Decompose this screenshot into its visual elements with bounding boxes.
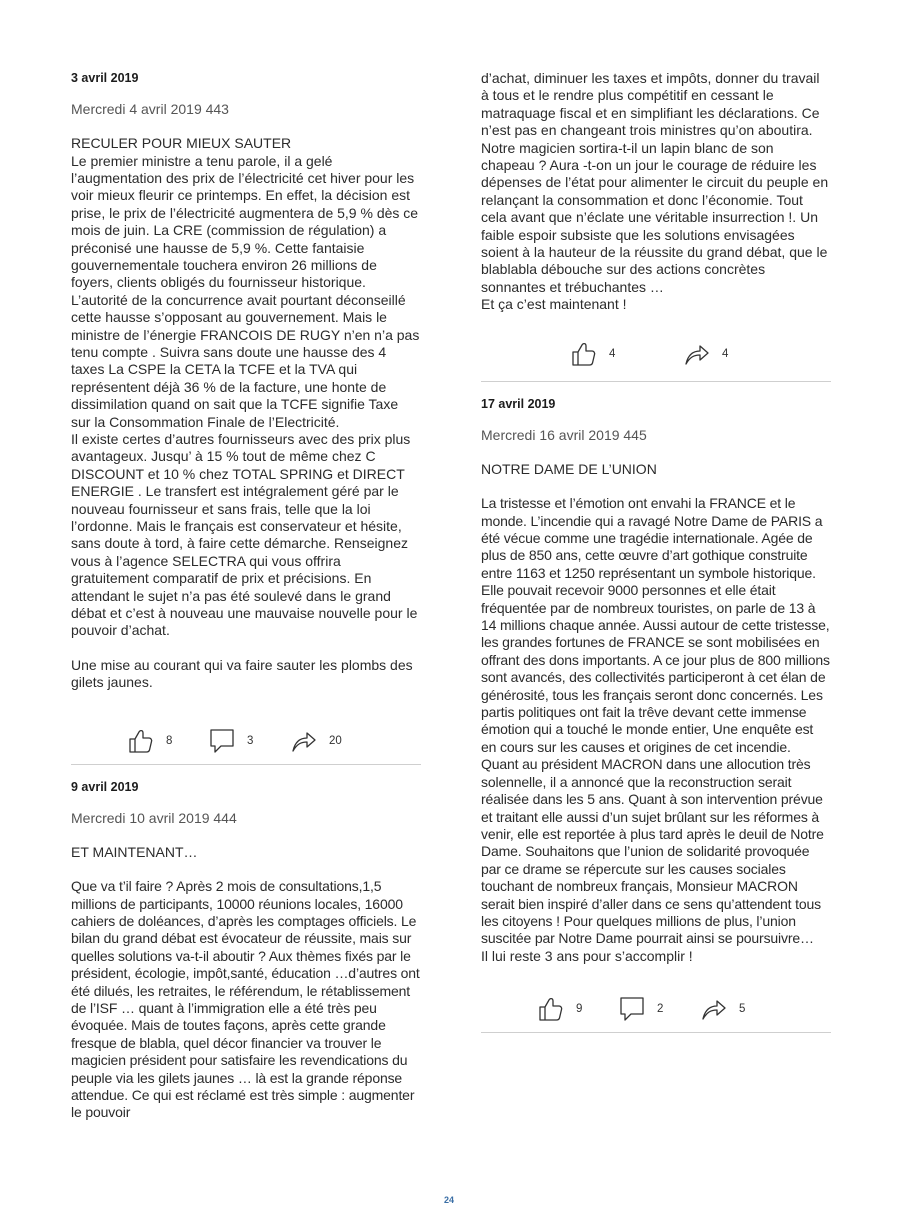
share-count: 4 <box>722 347 729 360</box>
post-title: RECULER POUR MIEUX SAUTER <box>71 135 292 151</box>
share-count: 5 <box>739 1003 746 1016</box>
like-button[interactable] <box>538 996 582 1022</box>
like-count: 9 <box>576 1003 583 1016</box>
post-subtitle: Mercredi 4 avril 2019 443 <box>71 101 229 117</box>
post-date: 17 avril 2019 <box>481 396 556 411</box>
comment-icon <box>209 728 235 754</box>
left-column <box>71 70 421 1122</box>
thumbs-up-icon <box>571 341 597 367</box>
comment-icon <box>619 996 645 1022</box>
share-count: 20 <box>329 734 342 747</box>
like-count: 8 <box>166 734 173 747</box>
post-actions <box>71 728 421 764</box>
like-button[interactable] <box>128 728 172 754</box>
divider <box>481 381 831 382</box>
comment-count: 3 <box>247 734 254 747</box>
share-button[interactable] <box>701 996 745 1022</box>
comment-count: 2 <box>657 1003 664 1016</box>
post-title: ET MAINTENANT… <box>71 843 198 860</box>
like-count: 4 <box>609 347 616 360</box>
comment-button[interactable] <box>619 996 663 1022</box>
post-title: NOTRE DAME DE L’UNION <box>481 460 657 477</box>
thumbs-up-icon <box>538 996 564 1022</box>
post-body: La tristesse et l’émotion ont envahi la FRANCE et le monde. L’incendie qui a ravagé Notre Dame de PARIS a été vécue comme une tragédie internationale. Agée de plus de 850 ans, cette œuvre d’art gothique construite entre 1163 et 1250 représentant un symbole historique. Elle pouvait recevoir 9000 personnes et elle était fréquentée par de nombreux touristes, on parle de 13 à 14 millions chaque année. Aussi autour de cette tristesse, les grandes fortunes de FRANCE se sont mobilisées en offrant des dons importants. A ce jour plus de 800 millions sont avancés, des collectivités participeront à cet élan de générosité, tous les français seront donc concernés. Les partis politiques ont fait la trêve devant cette immense émotion qui a touché le monde entier, Une enquête est en cours sur les causes et origines de cet incendie. Quant au président MACRON dans une allocution très solennelle, il a annoncé que la reconstruction serait réalisée dans les 5 ans. Quant à son intervention prévue et traitant elle aussi d’un sujet brûlant sur les réformes à venir, elle est reportée à plus tard après le deuil de Notre Dame. Souhaitons que l’union de solidarité provoquée par ce drame se répercute sur les causes sociales touchant de nombreux français, Monsieur MACRON serait bien inspiré d’aller dans ce sens qu’attendent tous les citoyens ! Pour quelques millions de plus, l’union suscitée par Notre Dame pourrait ainsi se poursuivre… <box>481 495 830 947</box>
post-closing: Une mise au courant qui va faire sauter les plombs des gilets jaunes. <box>71 656 413 691</box>
comment-button[interactable] <box>209 728 253 754</box>
post-closing: Et ça c’est maintenant ! <box>481 296 627 313</box>
share-icon <box>291 728 317 754</box>
divider <box>71 764 421 765</box>
post-body-continued: d’achat, diminuer les taxes et impôts, donner du travail à tous et le rendre plus compétitif en cessant le matraquage fiscal et en simplifiant les déclarations. Ce n’est pas en changeant trois ministres qu’on aboutira. Notre magicien sortira-t-il un lapin blanc de son chapeau ? Aura -t-on un jour le courage de réduire les dépenses de l’état pour alimenter le circuit du peuple en relançant la consommation et donc l’économie. Tout cela avant que n’éclate une véritable insurrection !. Un faible espoir subsiste que les solutions envisagées soient à la hauteur de la réussite du grand débat, que le blablabla débouche sur des actions concrètes sonnantes et trébuchantes … <box>481 70 829 295</box>
post-closing: Il lui reste 3 ans pour s’accomplir ! <box>481 947 693 964</box>
post-subtitle: Mercredi 10 avril 2019 444 <box>71 809 237 826</box>
right-column <box>481 70 831 1033</box>
divider <box>481 1032 831 1033</box>
post-actions <box>481 996 831 1032</box>
share-icon <box>684 341 710 367</box>
like-button[interactable] <box>571 341 615 367</box>
post-body: Que va t’il faire ? Après 2 mois de consultations,1,5 millions de participants, 10000 réunions locales, 16000 cahiers de doléances, d’après les comptages officiels. Le bilan du grand débat est évocateur de réussite, mais sur quelles solutions va-t-il aboutir ? Aux thèmes fixés par le président, écologie, impôt,santé, éducation …d’autres ont été dilués, les retraites, le référendum, le rétablissement de l’ISF … quant à l’immigration elle a été très peu évoquée. Mais de toutes façons, après cette grande fresque de blabla, quel décor financier va trouver le magicien président pour satisfaire les revendications du peuple via les gilets jaunes … là est la grande réponse attendue. Ce qui est réclamé est très simple : augmenter le pouvoir <box>71 878 420 1121</box>
post-actions <box>481 341 831 377</box>
page-number: 24 <box>443 1195 454 1205</box>
post-date: 9 avril 2019 <box>71 779 139 794</box>
share-button[interactable] <box>291 728 342 754</box>
post-subtitle: Mercredi 16 avril 2019 445 <box>481 426 647 443</box>
share-button[interactable] <box>684 341 728 367</box>
share-icon <box>701 996 727 1022</box>
thumbs-up-icon <box>128 728 154 754</box>
post-body: Le premier ministre a tenu parole, il a gelé l’augmentation des prix de l’électricité cet hiver pour les voir mieux fleurir ce printemps. En effet, la décision est prise, le prix de l’électricité augmentera de 5,9 % dès ce mois de juin. La CRE (commission de régulation) a préconisé une hausse de 5,9 %. Cette fantaisie gouvernementale touchera environ 26 millions de foyers, clients obligés du fournisseur historique. L’autorité de la concurrence avait pourtant déconseillé cette hausse s’opposant au gouvernement. Mais le ministre de l’énergie FRANCOIS DE RUGY n’en n’a pas tenu compte . Suivra sans doute une hausse des 4 taxes La CSPE la CETA la TCFE et la TVA qui représentent déjà 36 % de la facture, une honte de dissimilation quand on sait que la TCFE signifie Taxe sur la Consommation Finale de l’Electricité. Il existe certes d’autres fournisseurs avec des prix plus avantageux. Jusqu’ à 15 % tout de même chez C DISCOUNT et 10 % chez TOTAL SPRING et DIRECT ENERGIE . Le transfert est intégralement géré par le nouveau fournisseur et sans frais, telle que la loi l’ordonne. Mais le français est conservateur et hésite, sans doute à tord, à faire cette démarche. Renseignez vous à l’agence SELECTRA qui vous offrira gratuitement comparatif de prix et précisions. En attendant le sujet n’a pas été soulevé dans le grand débat et c’est à nouveau une mauvaise nouvelle pour le pouvoir d’achat. <box>71 152 420 639</box>
post-date: 3 avril 2019 <box>71 71 139 85</box>
